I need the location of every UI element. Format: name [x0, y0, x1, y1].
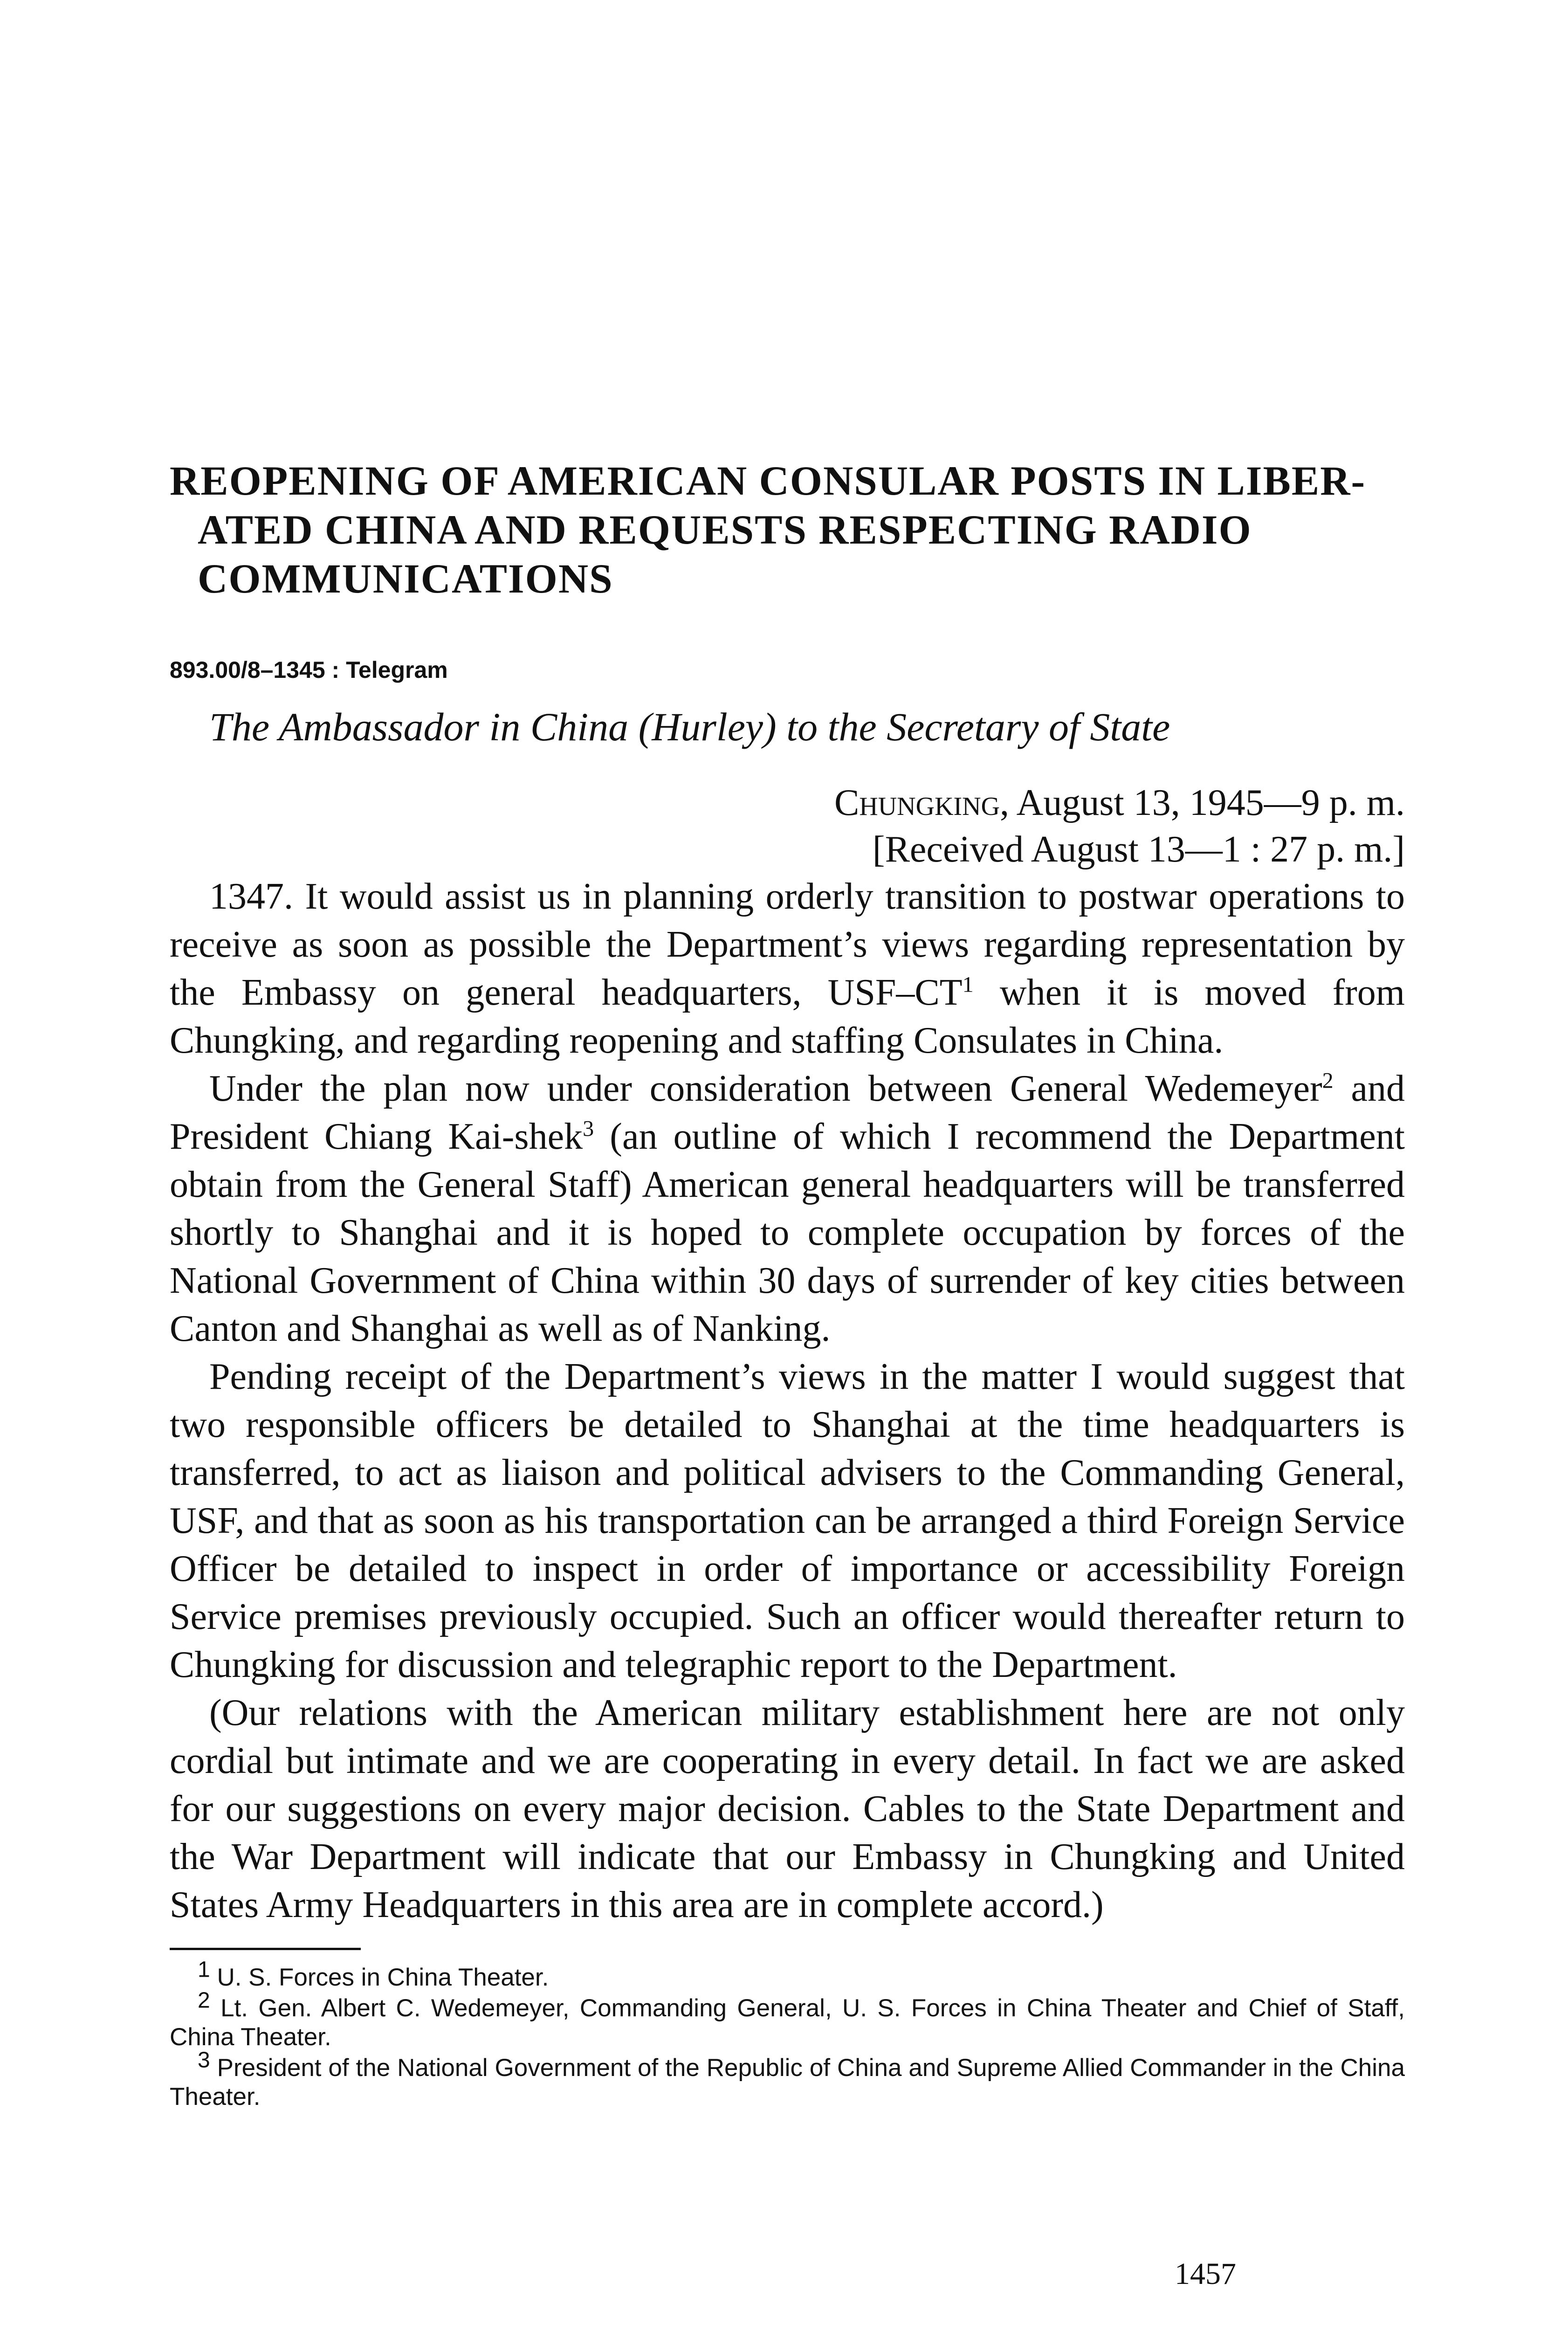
dateline — [170, 779, 1405, 873]
footnote-marker-3: 3 — [198, 2048, 210, 2073]
footnote-3 — [170, 2048, 1405, 2111]
paragraph-2-text-a: Under the plan now under consideration between General Wedemeyer — [209, 1068, 1322, 1109]
title-line-1: REOPENING OF AMERICAN CONSULAR POSTS IN LIBER- — [170, 458, 1366, 504]
document-heading: The Ambassador in China (Hurley) to the Secretary of State — [209, 704, 1170, 749]
footnote-1 — [170, 1957, 1405, 1992]
footnote-ref-1: 1 — [962, 972, 974, 997]
document-page — [170, 457, 1405, 2113]
paragraph-2-text-c: (an outline of which I recommend the Department obtain from the General Staff) American general headquarters will be transferred shortly to Shanghai and it is hoped to complete occupation by forces of the National Government of China within 30 days of surrender of key cities between Canton and Shanghai as well as of Nanking. — [170, 1116, 1405, 1349]
footnote-ref-2: 2 — [1322, 1068, 1334, 1093]
body-paragraph-2 — [170, 1065, 1405, 1353]
footnote-divider — [170, 1948, 361, 1950]
footnote-1-text: U. S. Forces in China Theater. — [217, 1964, 549, 1991]
body-paragraph-4: (Our relations with the American military establishment here are not only cordial but intimate and we are cooperating in every detail. In fact we are asked for our suggestions on every major decision. Cables to the State Department and the War Department will indicate that our Embassy in Chungking and United States Army Headquarters in this area are in complete accord.) — [170, 1692, 1405, 1925]
dateline-sent — [170, 779, 1405, 826]
footnote-marker-1: 1 — [198, 1957, 210, 1982]
footnote-marker-2: 2 — [198, 1988, 210, 2013]
paragraph-2-text-b: and President Chiang Kai-shek — [170, 1068, 1405, 1157]
footnote-ref-3: 3 — [583, 1116, 594, 1141]
title-line-2: ATED CHINA AND REQUESTS RESPECTING RADIO — [198, 507, 1252, 553]
paragraph-1-text-b: when it is moved from Chungking, and regarding reopening and staffing Consulates in China. — [170, 972, 1405, 1061]
dateline-city: Chungking — [834, 782, 1000, 823]
footnote-3-text: President of the National Government of the Republic of China and Supreme Allied Commander in the China Theater. — [170, 2054, 1405, 2110]
footnote-2 — [170, 1988, 1405, 2052]
page-title — [170, 457, 1405, 604]
body-paragraph-1 — [170, 873, 1405, 1065]
title-line-3: COMMUNICATIONS — [198, 556, 613, 602]
body-paragraph-3: Pending receipt of the Department’s views in the matter I would suggest that two responsible officers be detailed to Shanghai at the time headquarters is transferred, to act as liaison and political advisers to the Commanding General, USF, and that as soon as his transportation can be arranged a third Foreign Service Officer be detailed to inspect in order of importance or accessibility Foreign Service premises previously occupied. Such an officer would thereafter return to Chungking for discussion and telegraphic report to the Department. — [170, 1356, 1405, 1685]
dateline-date: , August 13, 1945—9 p. m. — [1000, 782, 1405, 823]
paragraph-1-text-a: 1347. It would assist us in planning orderly transition to postwar operations to receive as soon as possible the Department’s views regarding representation by the Embassy on general headquarters, USF–CT — [170, 876, 1405, 1013]
footnote-2-text: Lt. Gen. Albert C. Wedemeyer, Commanding General, U. S. Forces in China Theater and Chief of Staff, China Theater. — [170, 1994, 1405, 2051]
page-number: 1457 — [1175, 2257, 1236, 2291]
dateline-received: [Received August 13—1 : 27 p. m.] — [872, 829, 1405, 870]
document-reference: 893.00/8–1345 : Telegram — [170, 657, 448, 683]
